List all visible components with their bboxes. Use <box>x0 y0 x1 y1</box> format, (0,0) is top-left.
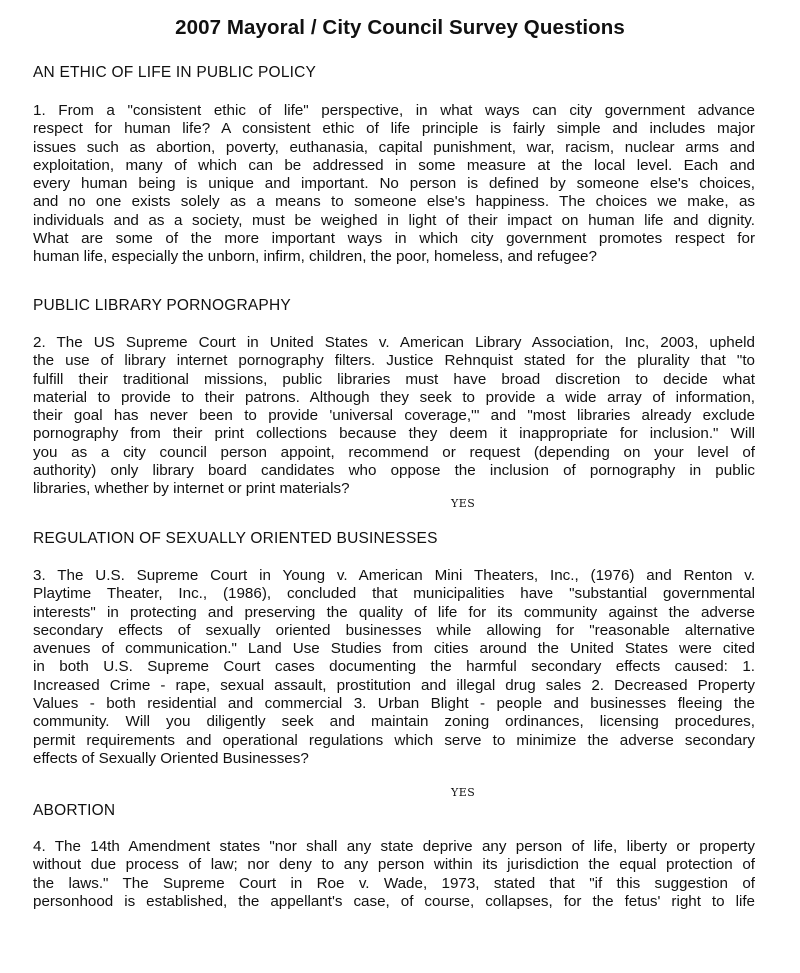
question-3-answer: YES <box>451 786 476 799</box>
question-1-line: 1. From a "consistent ethic of life" perspective, in what ways can city government advance <box>33 102 755 119</box>
question-1-line: every human being is unique and important. No person is defined by someone else's choices, <box>33 175 755 193</box>
question-1-line: and no one exists solely as a means to someone else's happiness. The choices we make, as <box>33 193 755 211</box>
question-1-line: issues such as abortion, poverty, euthanasia, capital punishment, war, racism, nuclear arms and <box>33 138 755 156</box>
question-1-line: exploitation, many of which can be addressed in some measure at the local level. Each and <box>33 156 755 174</box>
section-heading-abortion: ABORTION <box>33 802 116 819</box>
question-3-paragraph <box>33 567 755 768</box>
question-3-line: Increased Crime - rape, sexual assault, prostitution and illegal drug sales 2. Decreased Property <box>33 676 755 694</box>
section-heading-ethic-of-life: AN ETHIC OF LIFE IN PUBLIC POLICY <box>33 64 317 81</box>
question-2-line: 2. The US Supreme Court in United States v. American Library Association, Inc, 2003, upheld <box>33 334 755 351</box>
question-3-line: permit requirements and operational regulations which serve to minimize the adverse secondary <box>33 731 755 749</box>
question-2-line: authority) only library board candidates who oppose the inclusion of pornography in public <box>33 462 755 480</box>
question-3-line: in both U.S. Supreme Court cases documenting the harmful secondary effects caused: 1. <box>33 658 755 676</box>
question-2-line: libraries, whether by internet or print materials? <box>33 480 350 498</box>
question-2-paragraph <box>33 334 755 499</box>
question-4-paragraph <box>33 838 755 911</box>
question-1-line: What are some of the more important ways in which city government promotes respect for <box>33 230 755 248</box>
section-heading-library-pornography: PUBLIC LIBRARY PORNOGRAPHY <box>33 297 291 314</box>
question-2-line: pornography from their print collections because they deem it inappropriate for inclusion." Will <box>33 425 755 443</box>
question-1-line: individuals and as a society, must be weighed in light of their impact on human life and dignity. <box>33 211 755 229</box>
question-3-line: community. Will you diligently seek and maintain zoning ordinances, licensing procedures, <box>33 713 755 731</box>
question-3-line: interests" in protecting and preserving the quality of life for its community against the adverse <box>33 603 755 621</box>
document-title: 2007 Mayoral / City Council Survey Questions <box>175 16 625 39</box>
question-4-line: personhood is established, the appellant's case, of course, collapses, for the fetus' right to life <box>33 892 755 910</box>
question-4-line: the laws." The Supreme Court in Roe v. Wade, 1973, stated that "if this suggestion of <box>33 874 755 892</box>
question-4-line: without due process of law; nor deny to any person within its jurisdiction the equal protection of <box>33 856 755 874</box>
question-3-line: Values - both residential and commercial 3. Urban Blight - people and businesses fleeing the <box>33 695 755 713</box>
question-3-line: avenues of communication." Land Use Studies from cities around the United States were cited <box>33 640 755 658</box>
question-3-line: secondary effects of sexually oriented businesses while allowing for "reasonable alternative <box>33 621 755 639</box>
question-1-line: respect for human life? A consistent ethic of life principle is fairly simple and includes major <box>33 120 755 138</box>
question-2-line: the use of library internet pornography filters. Justice Rehnquist stated for the plurality that "to <box>33 352 755 370</box>
question-3-line: 3. The U.S. Supreme Court in Young v. American Mini Theaters, Inc., (1976) and Renton v. <box>33 567 755 584</box>
question-2-line: material to provide to their patrons. Although they seek to provide a wide array of information, <box>33 388 755 406</box>
section-heading-sexually-oriented-businesses: REGULATION OF SEXUALLY ORIENTED BUSINESSES <box>33 530 438 547</box>
question-2-line: you as a city council person appoint, recommend or request (depending on your level of <box>33 443 755 461</box>
question-2-line: their goal has never been to provide 'universal coverage,'" and "most libraries already exclude <box>33 407 755 425</box>
question-4-line: 4. The 14th Amendment states "nor shall any state deprive any person of life, liberty or property <box>33 838 755 855</box>
question-2-line: fulfill their traditional missions, public libraries must have broad discretion to decide what <box>33 370 755 388</box>
question-1-paragraph <box>33 102 755 267</box>
question-3-line: Playtime Theater, Inc., (1986), concluded that municipalities have "substantial governmental <box>33 585 755 603</box>
question-3-line: effects of Sexually Oriented Businesses? <box>33 749 309 767</box>
question-1-line: human life, especially the unborn, infirm, children, the poor, homeless, and refugee? <box>33 248 597 266</box>
question-2-answer: YES <box>451 497 476 510</box>
